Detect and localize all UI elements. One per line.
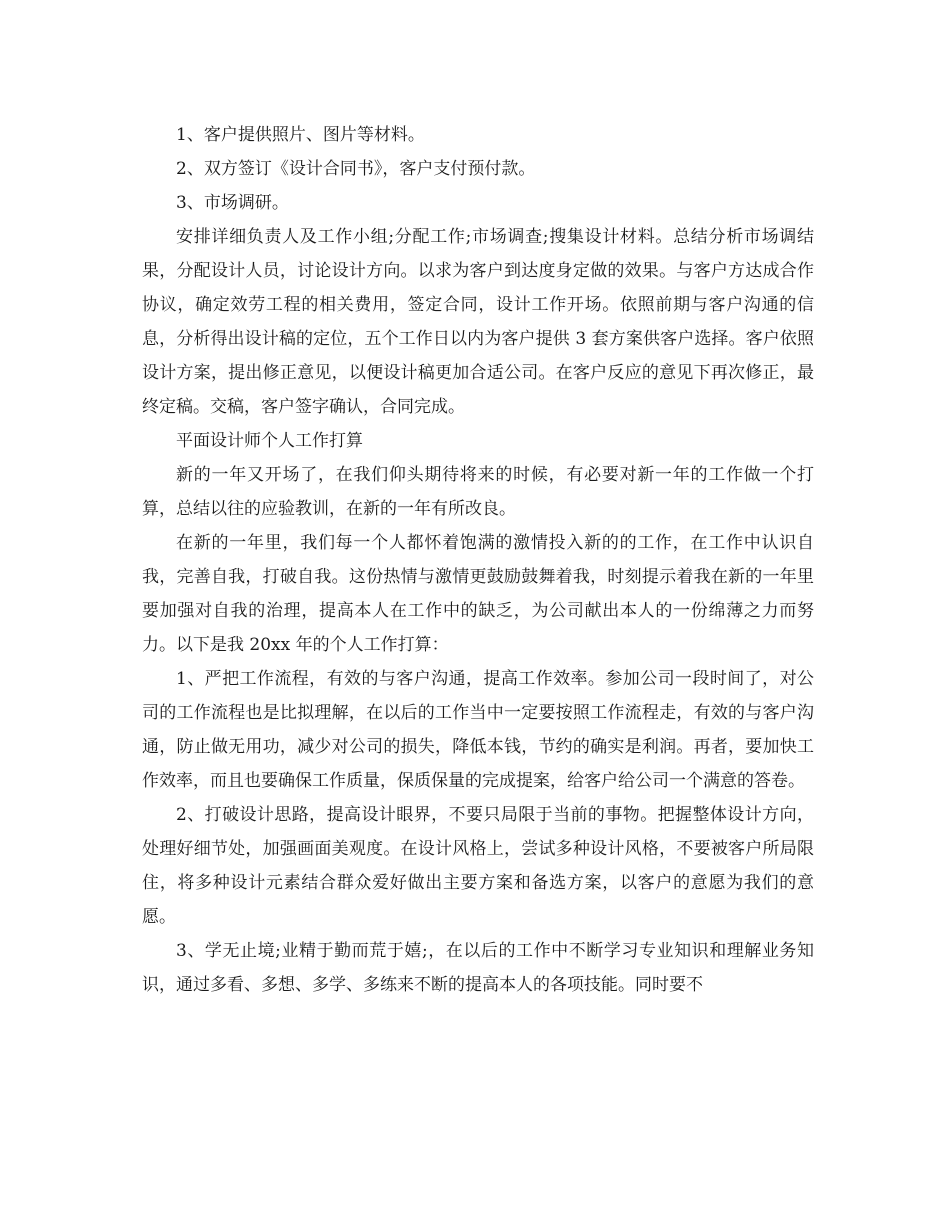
paragraph-step-2: 2、双方签订《设计合同书》，客户支付预付款。 [176, 159, 536, 179]
document-body [142, 118, 814, 1002]
section-heading: 平面设计师个人工作打算 [176, 431, 363, 451]
paragraph-intro: 新的一年又开场了，在我们仰头期待将来的时候，有必要对新一年的工作做一个打算，总结以往的应验教训，在新的一年有所改良。 [142, 465, 814, 519]
paragraph-step-1: 1、客户提供照片、图片等材料。 [176, 125, 425, 145]
paragraph-step-3: 3、市场调研。 [176, 193, 289, 213]
paragraph-process-detail: 安排详细负责人及工作小组;分配工作;市场调查;搜集设计材料。总结分析市场调结果，分配设计人员，讨论设计方向。以求为客户到达度身定做的效果。与客户方达成合作协议，确定效劳工程的相关费用，签定合同，设计工作开场。依照前期与客户沟通的信息，分析得出设计稿的定位，五个工作日以内为客户提供 3 套方案供客户选择。客户依照设计方案，提出修正意见，以便设计稿更加合适公司。在客户反应的意见下再次修正，最终定稿。交稿，客户签字确认，合同完成。 [142, 227, 814, 417]
paragraph-plan-2: 2、打破设计思路，提高设计眼界，不要只局限于当前的事物。把握整体设计方向，处理好细节处，加强画面美观度。在设计风格上，尝试多种设计风格，不要被客户所局限住，将多种设计元素结合群众爱好做出主要方案和备选方案，以客户的意愿为我们的意愿。 [142, 805, 814, 927]
paragraph-plan-3: 3、学无止境;业精于勤而荒于嬉;，在以后的工作中不断学习专业知识和理解业务知识，通过多看、多想、多学、多练来不断的提高本人的各项技能。同时要不 [142, 941, 814, 995]
paragraph-new-year: 在新的一年里，我们每一个人都怀着饱满的激情投入新的的工作，在工作中认识自我，完善自我，打破自我。这份热情与激情更鼓励鼓舞着我，时刻提示着我在新的一年里要加强对自我的治理，提高本人在工作中的缺乏，为公司献出本人的一份绵薄之力而努力。以下是我 20xx 年的个人工作打算： [142, 533, 814, 655]
paragraph-plan-1: 1、严把工作流程，有效的与客户沟通，提高工作效率。参加公司一段时间了，对公司的工作流程也是比拟理解，在以后的工作当中一定要按照工作流程走，有效的与客户沟通，防止做无用功，减少对公司的损失，降低本钱，节约的确实是利润。再者，要加快工作效率，而且也要确保工作质量，保质保量的完成提案，给客户给公司一个满意的答卷。 [142, 669, 814, 791]
